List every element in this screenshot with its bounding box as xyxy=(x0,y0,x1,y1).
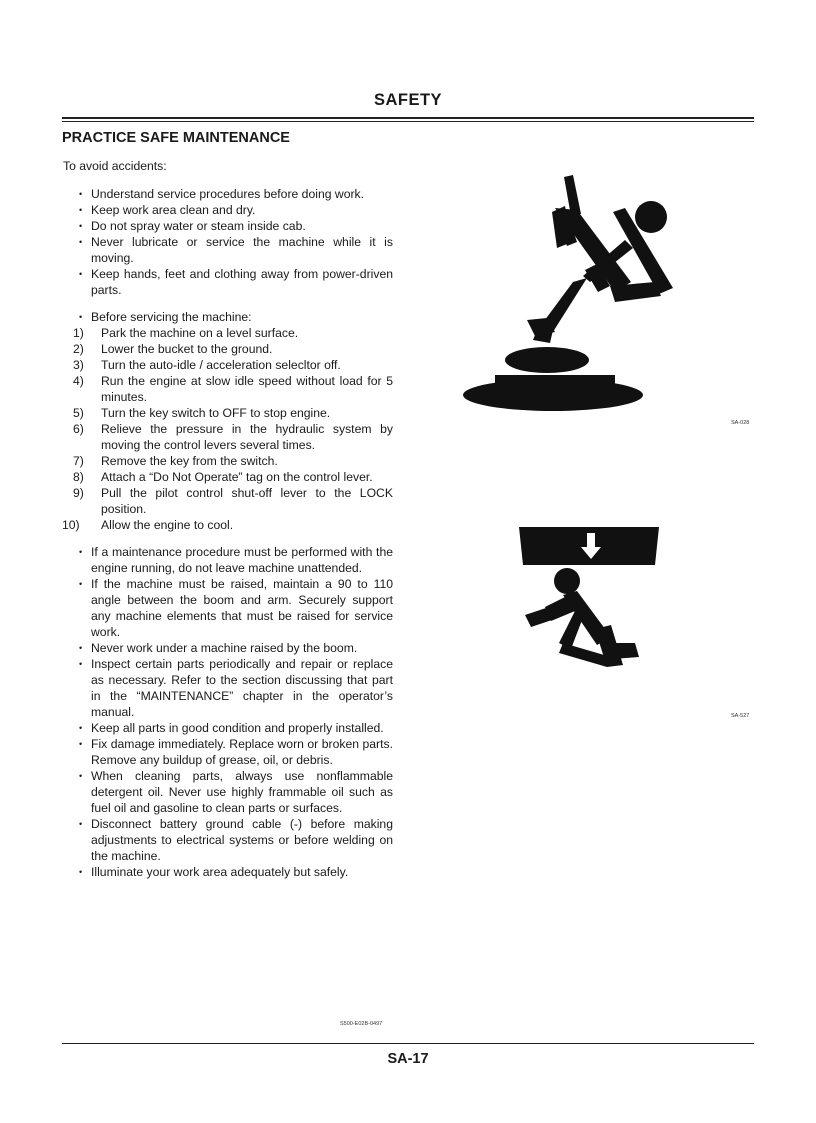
list-item: • Do not spray water or steam inside cab. xyxy=(62,218,393,234)
step-item xyxy=(62,357,393,373)
step-text: Lower the bucket to the ground. xyxy=(101,342,273,356)
list-item: • Keep work area clean and dry. xyxy=(62,202,393,218)
step-text: Park the machine on a level surface. xyxy=(101,326,299,340)
step-item xyxy=(62,517,393,533)
step-item xyxy=(62,341,393,357)
step-text: Attach a “Do Not Operate” tag on the control lever. xyxy=(101,470,373,484)
slipping-person-icon xyxy=(455,170,685,415)
list-item: • Keep all parts in good condition and properly installed. xyxy=(62,720,393,736)
step-number: 3) xyxy=(73,358,84,372)
list-item: • Before servicing the machine: xyxy=(62,309,393,325)
step-number: 2) xyxy=(73,342,84,356)
list-item: • When cleaning parts, always use nonflammable detergent oil. Never use highly frammable oil such as fuel oil and gasoline to clean parts or surfaces. xyxy=(62,768,393,816)
step-item xyxy=(62,453,393,469)
list-item: • Never work under a machine raised by the boom. xyxy=(62,640,393,656)
crush-hazard-icon xyxy=(515,525,665,670)
bullet-list-bottom xyxy=(62,544,393,880)
bullet-list-top xyxy=(62,186,393,298)
step-text: Turn the key switch to OFF to stop engine. xyxy=(101,406,331,420)
step-item xyxy=(62,421,393,453)
text-column xyxy=(62,158,393,880)
step-text: Turn the auto-idle / acceleration selecltor off. xyxy=(101,358,341,372)
list-item: • Inspect certain parts periodically and repair or replace as necessary. Refer to the section discussing that part in the “MAINTENANCE” chapter in the operator’s manual. xyxy=(62,656,393,720)
document-code: S500-E02B-0497 xyxy=(340,1021,383,1027)
step-number: 10) xyxy=(62,518,80,532)
step-number: 6) xyxy=(73,422,84,436)
step-item xyxy=(62,373,393,405)
step-number: 7) xyxy=(73,454,84,468)
steps-list xyxy=(62,325,393,533)
step-text: Relieve the pressure in the hydraulic system by moving the control levers several times. xyxy=(101,422,393,452)
step-number: 5) xyxy=(73,406,84,420)
step-number: 1) xyxy=(73,326,84,340)
list-item: • Illuminate your work area adequately but safely. xyxy=(62,864,393,880)
list-item: • Fix damage immediately. Replace worn or broken parts. Remove any buildup of grease, oil, or debris. xyxy=(62,736,393,768)
step-item xyxy=(62,325,393,341)
step-number: 4) xyxy=(73,374,84,388)
list-item: • Keep hands, feet and clothing away from power-driven parts. xyxy=(62,266,393,298)
intro-text: To avoid accidents: xyxy=(63,159,167,173)
step-item xyxy=(62,469,393,485)
figure-code-crush: SA-527 xyxy=(731,713,750,719)
list-item: • Disconnect battery ground cable (-) before making adjustments to electrical systems or before welding on the machine. xyxy=(62,816,393,864)
figure-code-slip: SA-028 xyxy=(731,420,750,426)
header-rule-thin xyxy=(62,121,754,122)
step-text: Run the engine at slow idle speed without load for 5 minutes. xyxy=(101,374,393,404)
section-title: PRACTICE SAFE MAINTENANCE xyxy=(62,130,290,146)
bullet-list-servicing xyxy=(62,309,393,325)
step-text: Allow the engine to cool. xyxy=(101,518,234,532)
step-text: Pull the pilot control shut-off lever to the LOCK position. xyxy=(101,486,393,516)
header-rule-thick xyxy=(62,117,754,119)
step-text: Remove the key from the switch. xyxy=(101,454,278,468)
footer-rule xyxy=(62,1043,754,1044)
page-header-title: SAFETY xyxy=(373,91,443,109)
step-item xyxy=(62,485,393,517)
list-item: • Never lubricate or service the machine while it is moving. xyxy=(62,234,393,266)
list-item: • Understand service procedures before doing work. xyxy=(62,186,393,202)
step-number: 8) xyxy=(73,470,84,484)
step-item xyxy=(62,405,393,421)
list-item: • If a maintenance procedure must be performed with the engine running, do not leave machine unattended. xyxy=(62,544,393,576)
list-item: • If the machine must be raised, maintain a 90 to 110 angle between the boom and arm. Securely support any machine elements that must be raised for service work. xyxy=(62,576,393,640)
step-number: 9) xyxy=(73,486,84,500)
page-number: SA-17 xyxy=(387,1051,429,1067)
